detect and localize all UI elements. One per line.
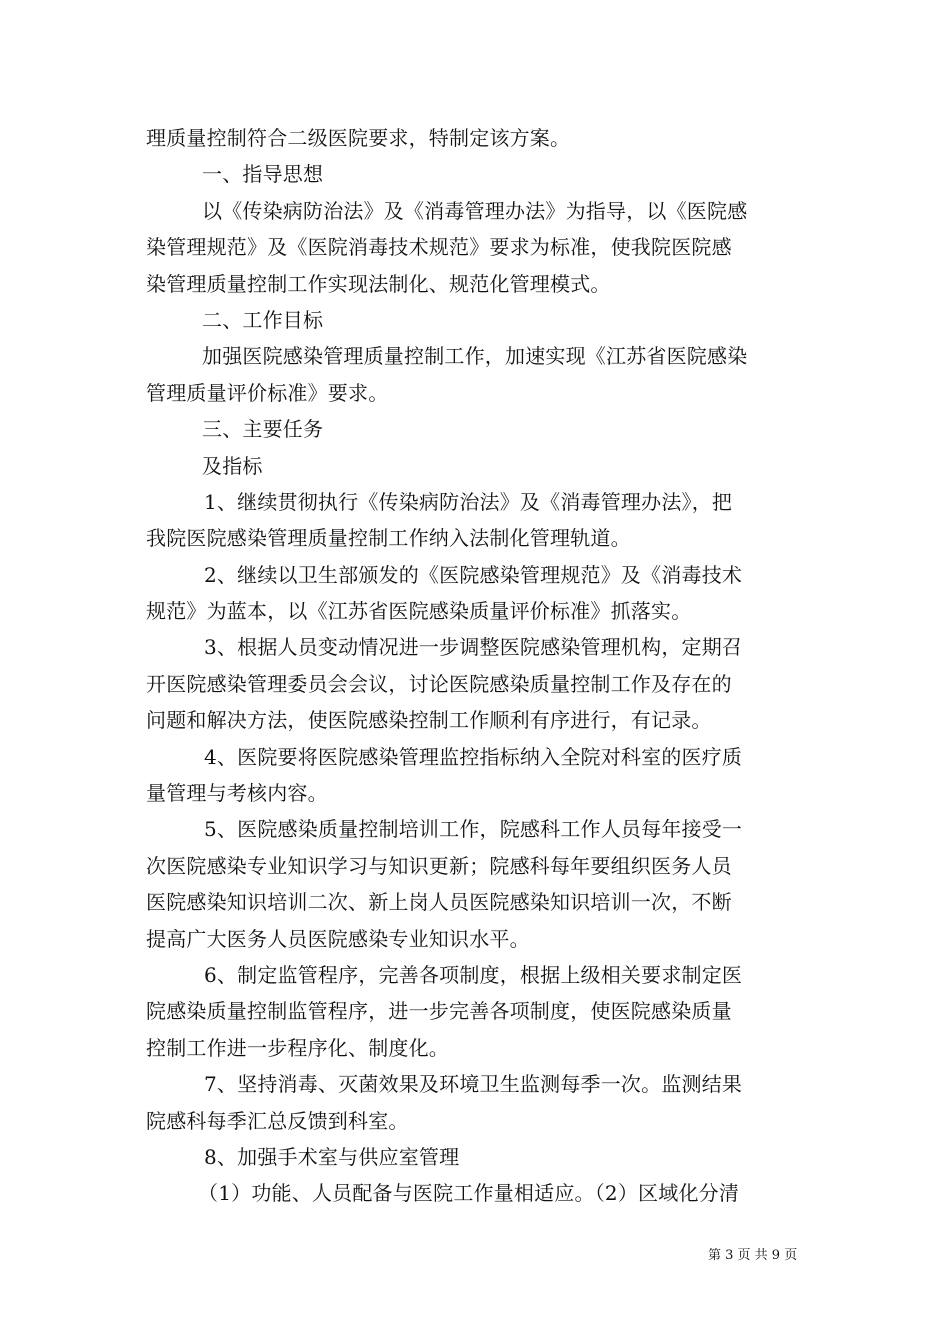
text-line: 以《传染病防治法》及《消毒管理办法》为指导，以《医院感 <box>202 198 748 223</box>
text-line: 理质量控制符合二级医院要求，特制定该方案。 <box>146 126 571 150</box>
text-line: 控制工作进一步程序化、制度化。 <box>146 1035 449 1060</box>
text-line: 量管理与考核内容。 <box>146 781 328 806</box>
section-heading-work-goals: 二、工作目标 <box>202 307 324 332</box>
text-line: 医院感染知识培训二次、新上岗人员医院感染知识培训一次，不断 <box>146 890 732 915</box>
text-line: 我院医院感染管理质量控制工作纳入法制化管理轨道。 <box>146 526 631 551</box>
text-line: 院感科每季汇总反馈到科室。 <box>146 1108 409 1133</box>
section-heading-indicators: 及指标 <box>202 453 263 478</box>
text-line: 规范》为蓝本，以《江苏省医院感染质量评价标准》抓落实。 <box>146 599 692 624</box>
text-line: 加强医院感染管理质量控制工作，加速实现《江苏省医院感染 <box>202 344 748 369</box>
list-item-4: 4、医院要将医院感染管理监控指标纳入全院对科室的医疗质 <box>204 744 743 769</box>
text-line: 染管理质量控制工作实现法制化、规范化管理模式。 <box>146 271 611 296</box>
text-line: 院感染质量控制监管程序，进一步完善各项制度，使医院感染质量 <box>146 999 732 1024</box>
text-line: 染管理规范》及《医院消毒技术规范》要求为标准，使我院医院感 <box>146 235 732 260</box>
sub-list-item: （1）功能、人员配备与医院工作量相适应。（2）区域化分清 <box>198 1181 740 1206</box>
page-number-footer: 第 3 页 共 9 页 <box>708 1248 798 1263</box>
section-heading-main-tasks: 三、主要任务 <box>202 417 324 442</box>
list-item-3: 3、根据人员变动情况进一步调整医院感染管理机构，定期召 <box>204 635 743 660</box>
list-item-6: 6、制定监管程序，完善各项制度，根据上级相关要求制定医 <box>204 962 743 987</box>
document-body <box>146 120 808 1212</box>
section-heading-guiding-ideology: 一、指导思想 <box>202 162 324 187</box>
list-item-1: 1、继续贯彻执行《传染病防治法》及《消毒管理办法》，把 <box>204 489 733 514</box>
text-line: 管理质量评价标准》要求。 <box>146 380 389 405</box>
list-item-8: 8、加强手术室与供应室管理 <box>204 1144 460 1169</box>
list-item-5: 5、医院感染质量控制培训工作，院感科工作人员每年接受一 <box>204 817 743 842</box>
text-line: 提高广大医务人员医院感染专业知识水平。 <box>146 926 530 951</box>
text-line: 开医院感染管理委员会会议，讨论医院感染质量控制工作及存在的 <box>146 671 732 696</box>
list-item-7: 7、坚持消毒、灭菌效果及环境卫生监测每季一次。监测结果 <box>204 1072 743 1097</box>
list-item-2: 2、继续以卫生部颁发的《医院感染管理规范》及《消毒技术 <box>204 562 743 587</box>
text-line: 问题和解决方法，使医院感染控制工作顺利有序进行，有记录。 <box>146 708 712 733</box>
text-line: 次医院感染专业知识学习与知识更新；院感科每年要组织医务人员 <box>146 853 732 878</box>
